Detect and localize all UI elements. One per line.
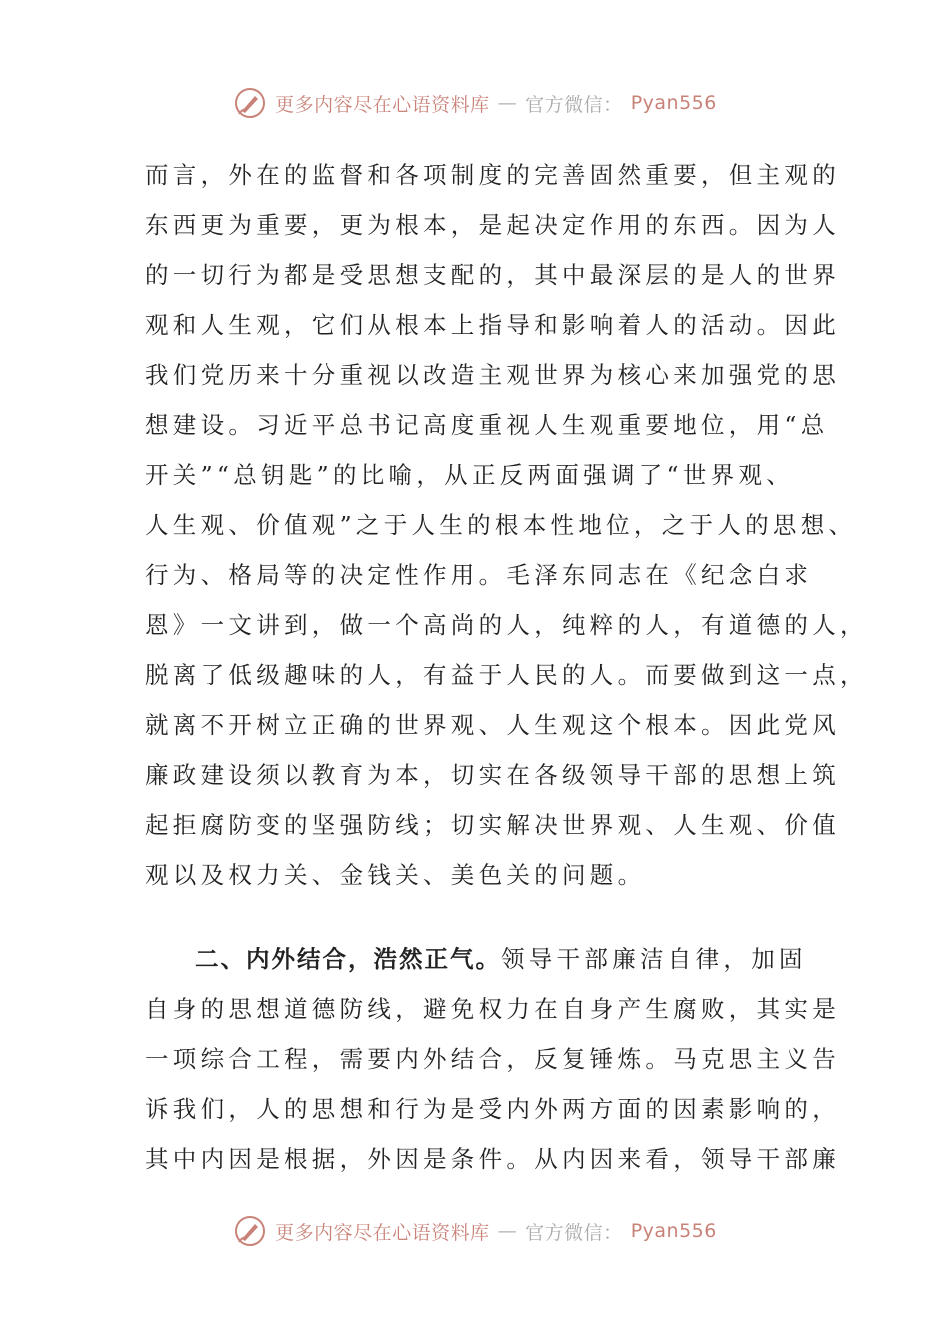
text-line: 脱离了低级趣味的人，有益于人民的人。而要做到这一点，	[145, 661, 868, 689]
text-line: 观以及权力关、金钱关、美色关的问题。	[145, 861, 646, 889]
paragraph-2	[145, 934, 840, 1184]
text-line: 行为、格局等的决定性作用。毛泽东同志在《纪念白求	[145, 561, 813, 589]
text-line: 起拒腐防变的坚强防线；切实解决世界观、人生观、价值	[145, 811, 840, 839]
pen-logo-icon	[233, 86, 267, 120]
header-watermark	[0, 86, 950, 120]
text-line: 想建设。习近平总书记高度重视人生观重要地位，用“总	[145, 411, 829, 439]
watermark-main-text: 更多内容尽在心语资料库	[275, 93, 490, 116]
watermark-main-text: 更多内容尽在心语资料库	[275, 1221, 490, 1244]
text-line: 廉政建设须以教育为本，切实在各级领导干部的思想上筑	[145, 761, 840, 789]
text-line: 观和人生观，它们从根本上指导和影响着人的活动。因此	[145, 311, 840, 339]
footer-watermark	[0, 1214, 950, 1248]
text-line: 诉我们，人的思想和行为是受内外两方面的因素影响的，	[145, 1095, 840, 1123]
watermark-wechat-id: Pyan556	[630, 1220, 717, 1242]
watermark-wechat-id: Pyan556	[630, 92, 717, 114]
text-line: 而言，外在的监督和各项制度的完善固然重要，但主观的	[145, 161, 840, 189]
text-line: 我们党历来十分重视以改造主观世界为核心来加强党的思	[145, 361, 840, 389]
text-line: 开关”“总钥匙”的比喻，从正反两面强调了“世界观、	[145, 461, 795, 489]
heading-line-rest: 领导干部廉洁自律，加固	[501, 945, 807, 973]
watermark-sub-text: 官方微信：	[525, 93, 623, 116]
pen-logo-icon	[233, 1214, 267, 1248]
text-line: 恩》一文讲到，做一个高尚的人，纯粹的人，有道德的人，	[145, 611, 868, 639]
text-line: 其中内因是根据，外因是条件。从内因来看，领导干部廉	[145, 1145, 840, 1173]
paragraph-1	[145, 150, 868, 900]
watermark-dash: —	[497, 92, 518, 114]
text-line: 人生观、价值观”之于人生的根本性地位，之于人的思想、	[145, 511, 857, 539]
text-line: 自身的思想道德防线，避免权力在自身产生腐败，其实是	[145, 995, 840, 1023]
section-heading: 二、内外结合，浩然正气。	[195, 945, 501, 973]
text-line: 的一切行为都是受思想支配的，其中最深层的是人的世界	[145, 261, 840, 289]
text-line: 东西更为重要，更为根本，是起决定作用的东西。因为人	[145, 211, 840, 239]
document-body	[145, 150, 868, 1184]
paragraph-gap	[145, 900, 805, 934]
text-line-first	[145, 934, 805, 984]
watermark-dash: —	[497, 1220, 518, 1242]
text-line: 一项综合工程，需要内外结合，反复锤炼。马克思主义告	[145, 1045, 840, 1073]
watermark-sub-text: 官方微信：	[525, 1221, 623, 1244]
text-line: 就离不开树立正确的世界观、人生观这个根本。因此党风	[145, 711, 840, 739]
